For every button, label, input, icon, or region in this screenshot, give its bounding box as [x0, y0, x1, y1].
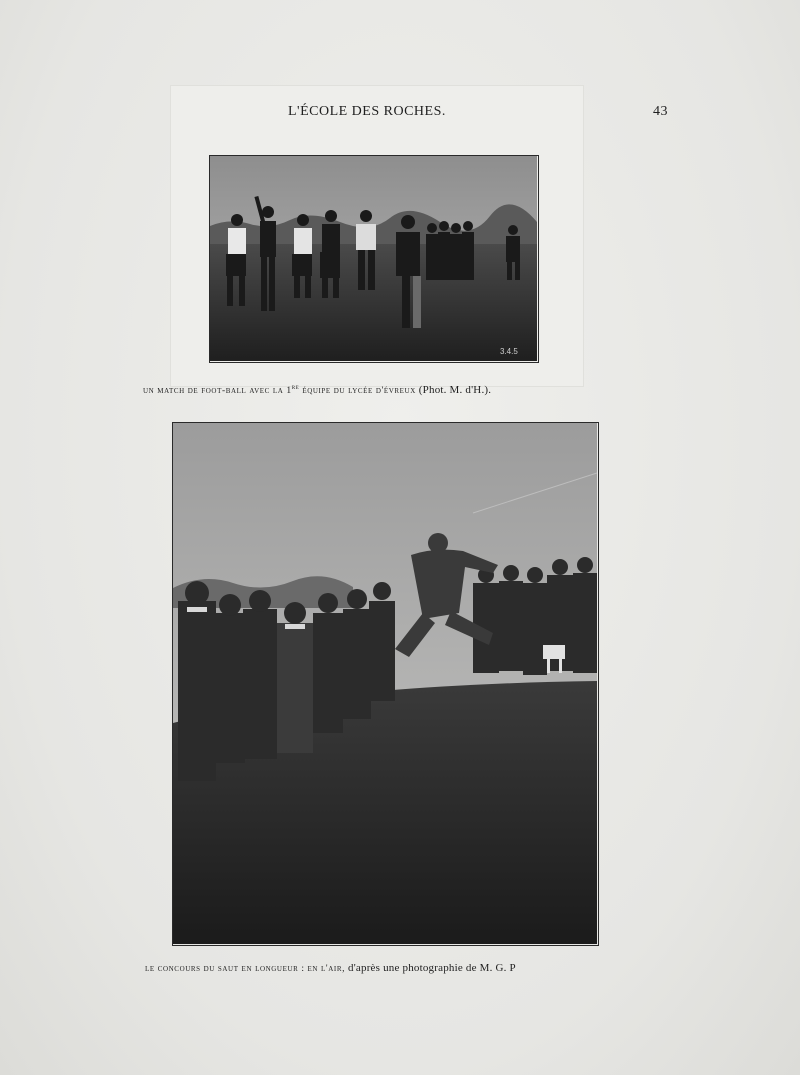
page-number: 43 — [653, 104, 668, 119]
caption-long-jump-main: le concours du saut en longueur : en l'air, — [145, 964, 346, 974]
page-title: L'ÉCOLE DES ROCHES. — [288, 104, 446, 119]
long-jump-photo — [172, 422, 599, 946]
caption-long-jump-credit: d'après une photographie de M. G. P — [345, 962, 516, 974]
caption-football-suffix: équipe du lycée d'évreux — [299, 386, 416, 397]
caption-football-sup: re — [291, 383, 300, 391]
caption-football — [143, 383, 491, 396]
caption-football-credit: (Phot. M. d'H.). — [415, 384, 492, 397]
caption-long-jump — [145, 962, 516, 974]
caption-football-prefix: un match de foot-ball avec la 1 — [143, 386, 292, 397]
negative-number: 3.4.5 — [500, 347, 518, 356]
football-match-photo — [209, 155, 539, 363]
